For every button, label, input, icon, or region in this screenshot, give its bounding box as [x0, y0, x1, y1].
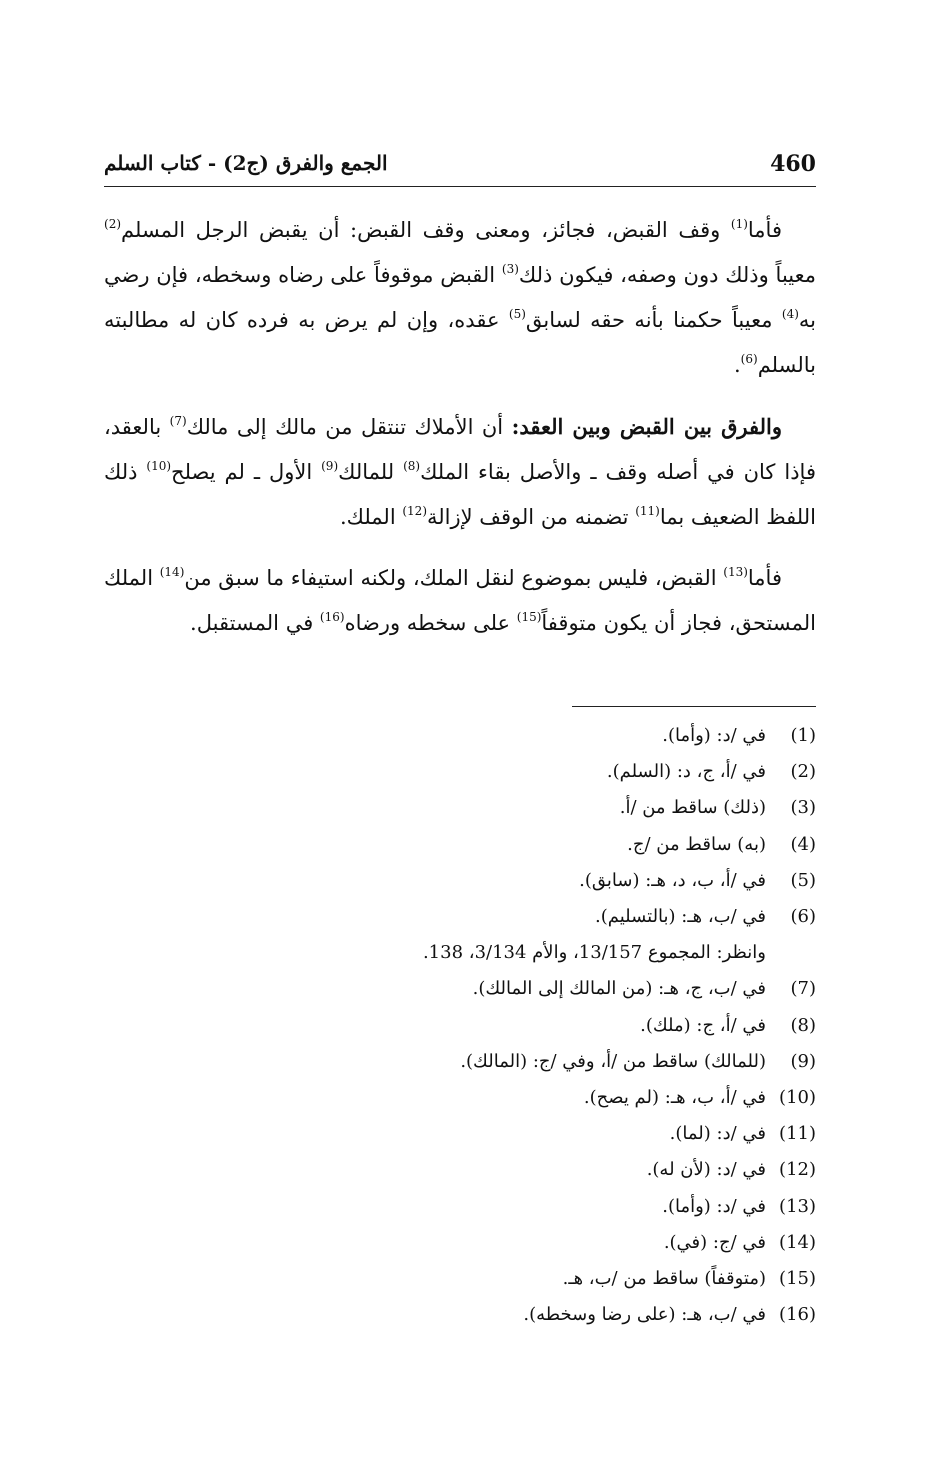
footnote-continuation: وانظر: المجموع 13/157، والأم 3/134، 138.	[422, 942, 766, 964]
paragraph-3	[104, 556, 816, 646]
footnote-number: (8)	[790, 1014, 816, 1036]
footnote-number: (7)	[790, 978, 816, 1000]
footnote-ref: (4)	[781, 307, 799, 321]
footnote-number: (1)	[790, 725, 816, 746]
footnote-number: (5)	[790, 869, 816, 891]
footnote-text: (للمالك) ساقط من /أ، وفي /ج: (المالك).	[460, 1050, 766, 1072]
footnote-ref: (12)	[402, 504, 427, 518]
footnote-item	[300, 1225, 816, 1261]
footnote-text: في /أ، ج: (ملك).	[640, 1014, 766, 1036]
footnote-item	[300, 1044, 816, 1080]
footnote-text: في /ب، هـ: (بالتسليم).	[594, 906, 766, 928]
footnote-ref: (6)	[740, 352, 758, 366]
text-segment: فأما	[747, 218, 782, 242]
footnote-item	[300, 790, 816, 826]
text-segment: تضمنه من الوقف لإزالة	[427, 505, 636, 529]
footnote-number: (14)	[779, 1231, 816, 1253]
text-segment: معيباً وذلك دون وصفه، فيكون ذلك	[518, 263, 816, 287]
footnote-item	[300, 827, 816, 863]
text-segment: الملك.	[339, 505, 403, 529]
footnote-ref: (2)	[104, 217, 122, 231]
footnote-text: في /د: (لما).	[669, 1123, 766, 1145]
footnote-text: (متوقفاً) ساقط من /ب، هـ.	[562, 1268, 766, 1290]
footnote-item	[300, 899, 816, 935]
text-segment: أن الأملاك تنتقل من مالك إلى مالك	[186, 415, 512, 439]
footnote-number: (11)	[779, 1123, 816, 1145]
paragraph-2	[104, 404, 816, 540]
page-header	[104, 145, 816, 185]
footnote-item	[300, 1152, 816, 1188]
footnote-item	[300, 1116, 816, 1152]
footnote-number: (2)	[790, 761, 816, 783]
footnote-text: (ذلك) ساقط من /أ.	[619, 797, 766, 819]
text-segment: الأول ـ لم يصلح	[171, 460, 322, 484]
body-text	[104, 208, 816, 662]
footnote-number: (15)	[779, 1268, 816, 1290]
text-segment: وقف القبض، فجائز، ومعنى وقف القبض: أن يقبض الرجل المسلم	[121, 218, 731, 242]
footnote-item	[300, 718, 816, 754]
footnote-item	[300, 1297, 816, 1333]
running-title: الجمع والفرق (ج2) - كتاب السلم	[104, 151, 388, 175]
footnote-text: في /أ، ب، د، هـ: (سابق).	[579, 869, 766, 891]
footnote-text: في /ب، ج، هـ: (من المالك إلى المالك).	[472, 978, 766, 1000]
footnote-ref: (15)	[516, 610, 542, 624]
text-segment: ذلك اللفظ الضعيف بما	[104, 460, 816, 529]
footnote-item	[300, 754, 816, 790]
footnote-item	[300, 1080, 816, 1116]
footnote-text: في /أ، ب، هـ: (لم يصح).	[583, 1087, 766, 1109]
footnote-text: في /د: (لأن له).	[646, 1159, 766, 1181]
footnote-item	[300, 1189, 816, 1225]
text-segment: بالعقد، فإذا كان في أصله وقف ـ والأصل بقاء الملك	[104, 415, 816, 484]
text-segment: في المستقبل.	[190, 611, 320, 635]
text-segment: القبض، فليس بموضوع لنقل الملك، ولكنه استيفاء ما سبق من	[184, 566, 724, 590]
footnote-ref: (5)	[508, 307, 526, 321]
footnotes	[300, 718, 816, 1333]
footnote-ref: (7)	[169, 414, 187, 428]
footnote-text: في /ب، هـ: (على رضا وسخطه).	[523, 1304, 766, 1326]
footnote-ref: (8)	[403, 459, 421, 473]
text-segment: فأما	[747, 566, 782, 590]
footnote-number: (3)	[790, 797, 816, 819]
text-segment: القبض موقوفاً على رضاه وسخطه، فإن رضي به	[104, 263, 816, 332]
text-segment: الملك المستحق، فجاز أن يكون متوقفاً	[104, 566, 816, 635]
text-segment: على سخطه ورضاه	[344, 611, 517, 635]
footnote-text: (به) ساقط من /ج.	[627, 833, 766, 855]
footnote-text: في /ج: (في).	[663, 1231, 766, 1253]
text-segment: .	[733, 353, 741, 377]
header-rule	[104, 186, 816, 187]
footnote-number: (13)	[779, 1195, 816, 1217]
footnote-ref: (14)	[159, 565, 185, 579]
footnote-item	[300, 863, 816, 899]
footnote-number: (12)	[779, 1159, 816, 1181]
footnote-text: في /د: (وأما).	[662, 1195, 766, 1217]
footnote-ref: (16)	[319, 610, 345, 624]
text-segment: للمالك	[338, 460, 404, 484]
footnote-number: (10)	[779, 1087, 816, 1109]
text-segment: عقده، وإن لم يرض به فرده كان له مطالبته بالسلم	[104, 308, 816, 377]
footnote-number: (9)	[790, 1050, 816, 1072]
footnote-ref: (10)	[146, 459, 172, 473]
footnote-number: (4)	[790, 833, 816, 855]
paragraph-1	[104, 208, 816, 388]
footnote-ref: (11)	[635, 504, 660, 518]
footnote-ref: (3)	[501, 262, 519, 276]
footnote-text: في /د: (وأما).	[662, 725, 766, 746]
footnote-ref: (13)	[723, 565, 748, 579]
text-segment: معيباً حكمنا بأنه حقه لسابق	[525, 308, 782, 332]
footnote-item	[300, 971, 816, 1007]
page-number: 460	[770, 151, 816, 177]
footnote-text: في /أ، ج، د: (السلم).	[606, 761, 766, 783]
footnote-item	[300, 1008, 816, 1044]
footnote-ref: (9)	[321, 459, 339, 473]
footnote-ref: (1)	[730, 217, 748, 231]
footnote-number: (16)	[779, 1304, 816, 1326]
paragraph-heading: والفرق بين القبض وبين العقد:	[511, 414, 783, 439]
footnote-item	[300, 1261, 816, 1297]
footnote-number: (6)	[790, 906, 816, 928]
footnote-rule	[572, 706, 816, 707]
